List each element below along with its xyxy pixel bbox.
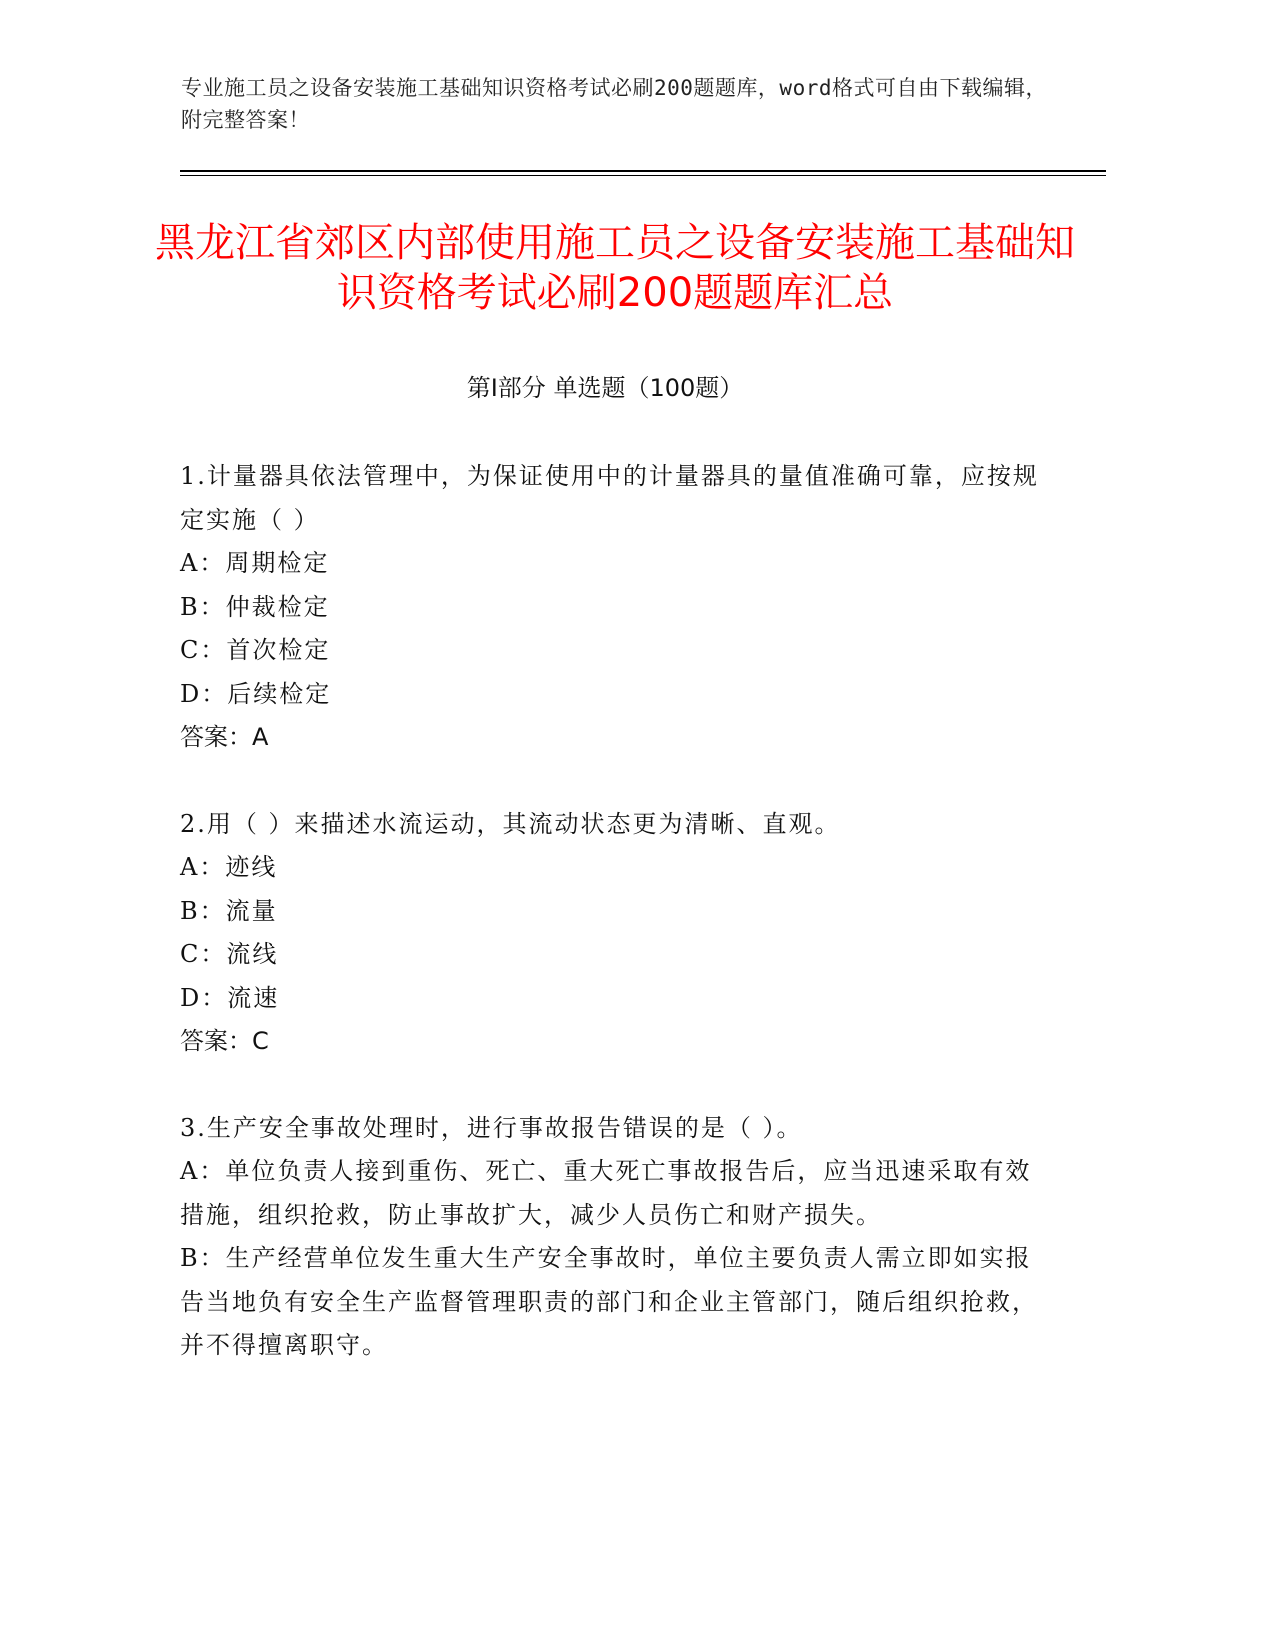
question-list — [180, 455, 1040, 1411]
header-rule-thick — [180, 170, 1106, 172]
answer: 答案：C — [180, 1027, 269, 1055]
header-note: 专业施工员之设备安装施工基础知识资格考试必刷200题题库，word格式可自由下载编辑，附完整答案！ — [181, 76, 1047, 132]
option-b: B：生产经营单位发生重大生产安全事故时，单位主要负责人需立即如实报告当地负有安全生产监督管理职责的部门和企业主管部门，随后组织抢救，并不得擅离职守。 — [180, 1244, 1038, 1359]
option-a: A：周期检定 — [180, 549, 330, 577]
question-1 — [180, 455, 1040, 760]
question-stem: 2.用（ ）来描述水流运动，其流动状态更为清晰、直观。 — [180, 809, 841, 838]
section-heading: 第Ⅰ部分 单选题（100题） — [466, 374, 744, 402]
option-a: A：单位负责人接到重伤、死亡、重大死亡事故报告后，应当迅速采取有效措施，组织抢救，防止事故扩大，减少人员伤亡和财产损失。 — [180, 1157, 1032, 1229]
option-b: B：仲裁检定 — [180, 592, 330, 621]
option-b: B：流量 — [180, 896, 278, 925]
question-stem: 3.生产安全事故处理时，进行事故报告错误的是（ ）。 — [180, 1113, 803, 1142]
option-d: D：后续检定 — [180, 679, 332, 708]
option-a: A：迹线 — [180, 853, 278, 881]
header-rule-thin — [180, 175, 1106, 176]
answer: 答案：A — [180, 723, 269, 751]
question-stem: 1.计量器具依法管理中，为保证使用中的计量器具的量值准确可靠，应按规定实施（ ） — [180, 462, 1039, 534]
option-d: D：流速 — [180, 983, 280, 1012]
document-title: 黑龙江省郊区内部使用施工员之设备安装施工基础知识资格考试必刷200题题库汇总 — [155, 220, 1075, 316]
question-2 — [180, 803, 1040, 1064]
question-3 — [180, 1107, 1040, 1368]
option-c: C：首次检定 — [180, 636, 331, 664]
option-c: C：流线 — [180, 940, 279, 968]
